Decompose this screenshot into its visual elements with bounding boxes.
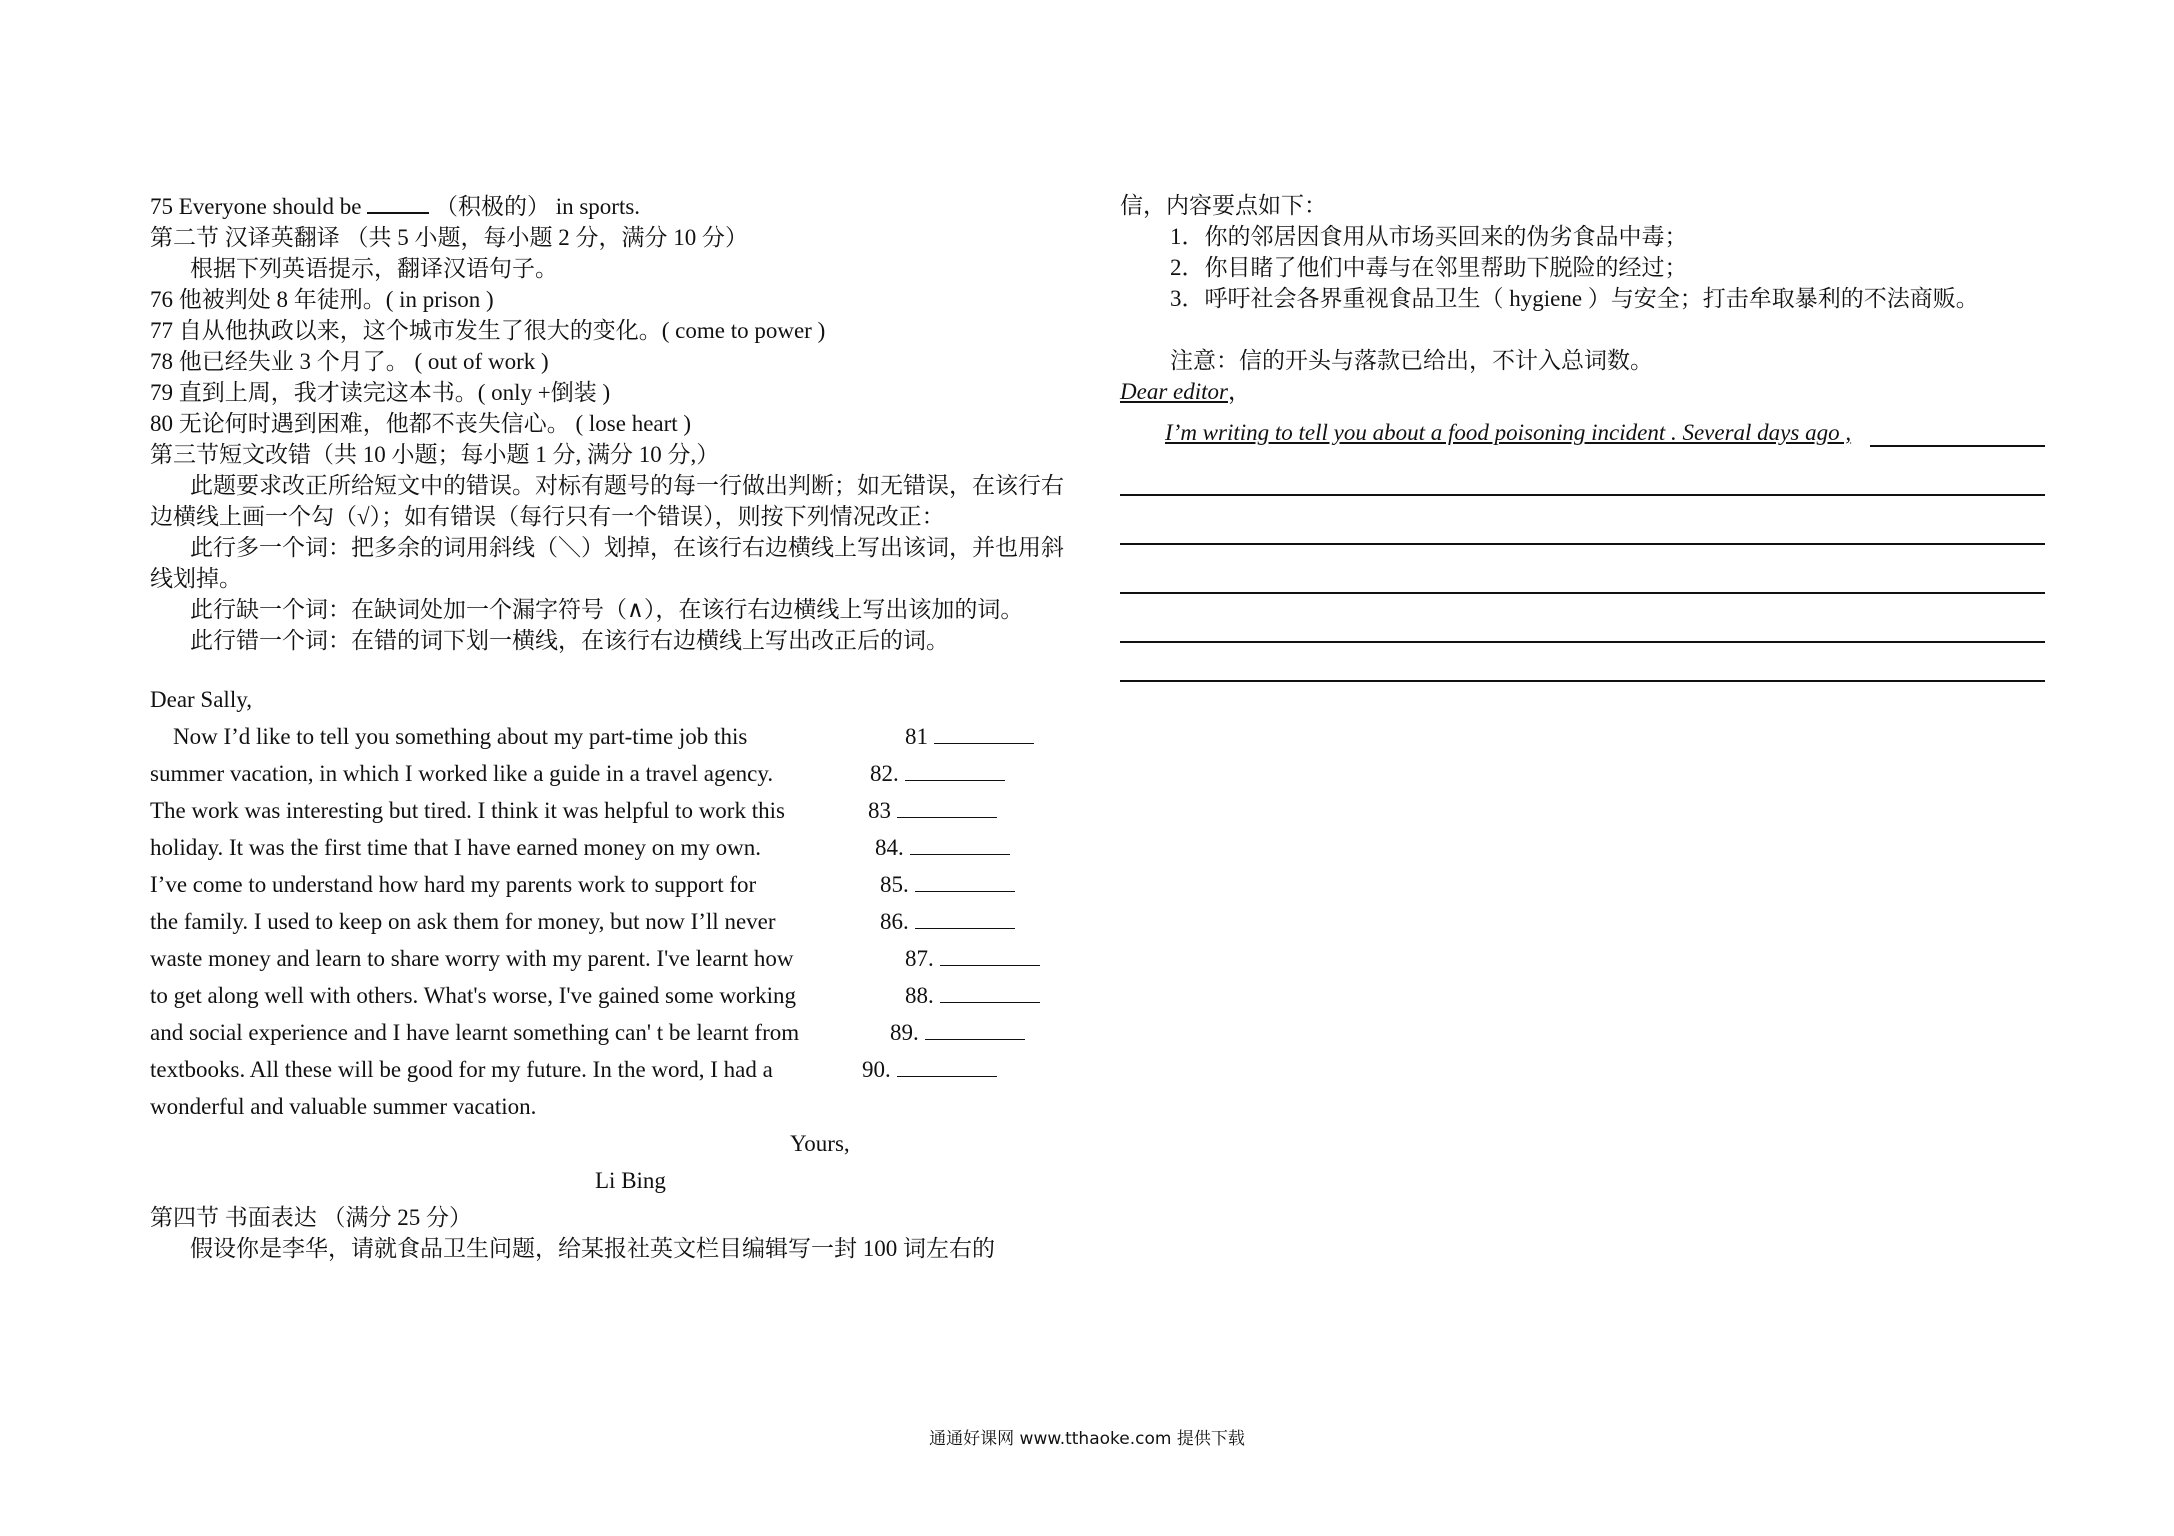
letter-line: [150, 1017, 1080, 1054]
answer-blank[interactable]: [940, 982, 1040, 1003]
letter-greeting: Dear Sally,: [150, 687, 252, 712]
letter-line: [150, 869, 1080, 906]
writing-area[interactable]: [1120, 417, 2050, 837]
section3-paragraph-1: 此题要求改正所给短文中的错误。对标有题号的每一行做出判断；如无错误，在该行右边横线上画一个勾（√）；如有错误（每行只有一个错误），则按下列情况改正：: [150, 473, 1064, 529]
writing-line[interactable]: [1870, 445, 2045, 447]
letter-line-text: textbooks. All these will be good for my future. In the word, I had a: [150, 1057, 773, 1082]
answer-blank[interactable]: [934, 723, 1034, 744]
right-column: [1120, 190, 2050, 837]
writing-note: 注意：信的开头与落款已给出，不计入总词数。: [1170, 348, 1653, 373]
answer-number: 84.: [875, 835, 904, 860]
answer-slot: [905, 980, 1040, 1011]
answer-blank[interactable]: [897, 797, 997, 818]
letter-line-text: and social experience and I have learnt something can' t be learnt from: [150, 1020, 800, 1045]
answer-number: 87.: [905, 946, 934, 971]
translation-78: 78 他已经失业 3 个月了。 ( out of work ): [150, 349, 549, 374]
answer-number: 81: [905, 724, 928, 749]
prompt-continuation: 信，内容要点如下：: [1120, 193, 1327, 218]
answer-blank[interactable]: [910, 834, 1010, 855]
letter-body: [150, 721, 1080, 1091]
letter-line-text: to get along well with others. What's worse, I've gained some working: [150, 983, 796, 1008]
letter-line: [150, 721, 1080, 758]
answer-slot: [905, 943, 1040, 974]
section3-title: 第三节短文改错（共 10 小题；每小题 1 分, 满分 10 分,）: [150, 442, 720, 467]
answer-blank[interactable]: [915, 871, 1015, 892]
letter-line: [150, 758, 1080, 795]
answer-number: 82.: [870, 761, 899, 786]
point-3: 3．呼吁社会各界重视食品卫生（ hygiene ）与安全；打击牟取暴利的不法商贩。: [1170, 286, 1979, 311]
answer-slot: [870, 758, 1005, 789]
answer-slot: [905, 721, 1034, 752]
letter-line: [150, 906, 1080, 943]
answer-number: 83: [868, 798, 891, 823]
letter-opening: I’m writing to tell you about a food poisoning incident . Several days ago ,: [1165, 420, 1852, 445]
letter-line-text: the family. I used to keep on ask them for money, but now I’ll never: [150, 909, 776, 934]
answer-blank[interactable]: [915, 908, 1015, 929]
answer-number: 86.: [880, 909, 909, 934]
letter-line-text: Now I’d like to tell you something about my part-time job this: [150, 724, 748, 749]
letter-line-text: waste money and learn to share worry with my parent. I've learnt how: [150, 946, 794, 971]
letter-line-text: summer vacation, in which I worked like a guide in a travel agency.: [150, 761, 774, 786]
answer-number: 90.: [862, 1057, 891, 1082]
letter-line: [150, 1054, 1080, 1091]
point-1: 1．你的邻居因食用从市场买回来的伪劣食品中毒；: [1170, 224, 1688, 249]
writing-line[interactable]: [1120, 494, 2045, 496]
writing-line[interactable]: [1120, 543, 2045, 545]
q75-hint: （积极的） in sports.: [434, 194, 641, 219]
section3-paragraph-2: 此行多一个词：把多余的词用斜线（＼）划掉，在该行右边横线上写出该词，并也用斜线划掉。: [150, 535, 1064, 591]
letter-line: [150, 832, 1080, 869]
left-column: [150, 190, 1080, 1264]
point-2: 2．你目睹了他们中毒与在邻里帮助下脱险的经过；: [1170, 255, 1688, 280]
letter-last-line: wonderful and valuable summer vacation.: [150, 1094, 537, 1119]
section3-paragraph-3: 此行缺一个词：在缺词处加一个漏字符号（∧），在该行右边横线上写出该加的词。: [190, 597, 1024, 622]
section2-instruction: 根据下列英语提示，翻译汉语句子。: [190, 256, 558, 281]
answer-slot: [862, 1054, 997, 1085]
answer-slot: [890, 1017, 1025, 1048]
letter-line-text: I’ve come to understand how hard my parents work to support for: [150, 872, 757, 897]
answer-number: 88.: [905, 983, 934, 1008]
letter-signature: Li Bing: [595, 1168, 666, 1193]
q75-blank[interactable]: [367, 190, 429, 214]
writing-line[interactable]: [1120, 592, 2045, 594]
answer-blank[interactable]: [905, 760, 1005, 781]
answer-slot: [880, 869, 1015, 900]
answer-number: 89.: [890, 1020, 919, 1045]
letter-line: [150, 980, 1080, 1017]
letter-line-text: The work was interesting but tired. I think it was helpful to work this: [150, 798, 785, 823]
translation-77: 77 自从他执政以来，这个城市发生了很大的变化。( come to power ): [150, 318, 826, 343]
translation-79: 79 直到上周，我才读完这本书。( only +倒装 ): [150, 380, 611, 405]
section4-title: 第四节 书面表达 （满分 25 分）: [150, 1205, 472, 1230]
letter-line: [150, 795, 1080, 832]
answer-slot: [868, 795, 997, 826]
writing-line[interactable]: [1120, 641, 2045, 643]
section3-paragraph-4: 此行错一个词：在错的词下划一横线，在该行右边横线上写出改正后的词。: [190, 628, 949, 653]
spacer: [1120, 314, 2050, 345]
answer-blank[interactable]: [897, 1056, 997, 1077]
translation-76: 76 他被判处 8 年徒刑。( in prison ): [150, 287, 494, 312]
q75-text: 75 Everyone should be: [150, 194, 362, 219]
letter-line-text: holiday. It was the first time that I have earned money on my own.: [150, 835, 762, 860]
letter-line: [150, 943, 1080, 980]
writing-line[interactable]: [1120, 680, 2045, 682]
answer-number: 85.: [880, 872, 909, 897]
answer-slot: [880, 906, 1015, 937]
question-75: [150, 190, 1080, 222]
answer-slot: [875, 832, 1010, 863]
section4-prompt: 假设你是李华，请就食品卫生问题，给某报社英文栏目编辑写一封 100 词左右的: [190, 1236, 995, 1261]
proofreading-letter: [150, 684, 1080, 1202]
footer-credit: 通通好课网 www.tthaoke.com 提供下载: [929, 1429, 1245, 1449]
section2-title: 第二节 汉译英翻译 （共 5 小题，每小题 2 分，满分 10 分）: [150, 225, 748, 250]
letter-closing: Yours,: [790, 1131, 850, 1156]
answer-blank[interactable]: [925, 1019, 1025, 1040]
salutation: Dear editor，: [1120, 379, 1251, 404]
translation-80: 80 无论何时遇到困难，他都不丧失信心。 ( lose heart ): [150, 411, 692, 436]
answer-blank[interactable]: [940, 945, 1040, 966]
